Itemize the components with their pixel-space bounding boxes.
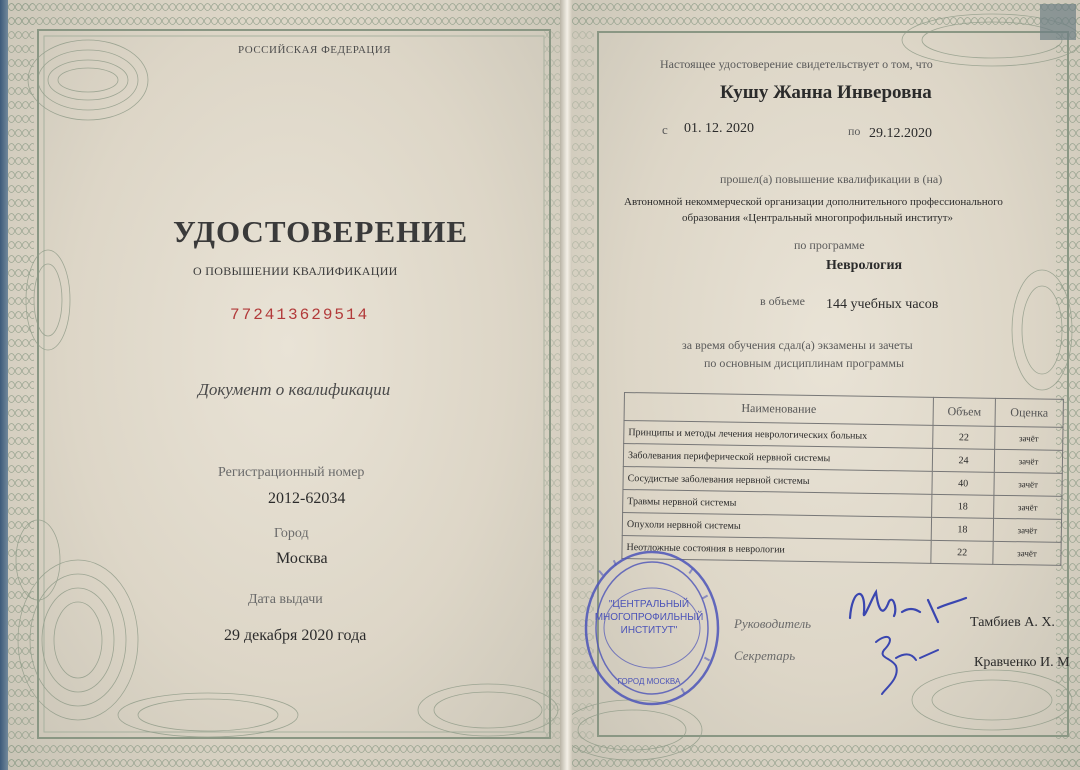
discipline-hours: 22 (933, 425, 995, 449)
stamp-line-2: МНОГОПРОФИЛЬНЫЙ (594, 612, 704, 623)
city-value: Москва (276, 550, 328, 567)
discipline-name: Заболевания периферической нервной системы (623, 444, 932, 472)
document-subtitle: О ПОВЫШЕНИИ КВАЛИФИКАЦИИ (193, 264, 398, 278)
program-value: Неврология (826, 258, 903, 273)
stamp-line-3: ИНСТИТУТ" (620, 625, 678, 636)
volume-label: в объеме (760, 294, 805, 308)
secretary-label: Секретарь (734, 648, 796, 663)
organization-line-1: Автономной некоммерческой организации дополнительного профессионального (624, 196, 1003, 208)
column-header-name: Наименование (624, 393, 934, 426)
discipline-name: Травмы нервной системы (623, 489, 932, 517)
document-kind: Документ о квалификации (198, 380, 391, 399)
discipline-name: Неотложные состояния в неврологии (622, 535, 931, 563)
disciplines-table (621, 392, 1064, 566)
discipline-mark: зачёт (993, 541, 1061, 565)
discipline-mark: зачёт (994, 449, 1062, 473)
discipline-mark: зачёт (994, 472, 1062, 496)
serial-number: 772413629514 (230, 306, 370, 324)
discipline-hours: 24 (932, 448, 994, 472)
left-page (8, 0, 568, 770)
stamp-text (590, 598, 708, 688)
discipline-mark: зачёт (995, 426, 1063, 450)
secretary-signature-icon (866, 628, 946, 698)
volume-value: 144 учебных часов (826, 297, 939, 312)
issue-date-value: 29 декабря 2020 года (224, 627, 367, 644)
stamp-ring-text: ГОРОД МОСКВА (617, 677, 681, 686)
date-from-label: с (662, 122, 668, 137)
discipline-name: Опухоли нервной системы (622, 512, 931, 540)
holder-name: Кушу Жанна Инверовна (720, 82, 932, 103)
date-to-value: 29.12.2020 (869, 126, 932, 141)
organization-line-2: образования «Центральный многопрофильный институт» (682, 212, 954, 224)
stamp-line-1: "ЦЕНТРАЛЬНЫЙ (608, 599, 690, 610)
passed-text: прошел(а) повышение квалификации в (на) (720, 172, 943, 186)
date-from-value: 01. 12. 2020 (684, 121, 754, 136)
intro-text: Настоящее удостоверение свидетельствует о том, что (660, 57, 933, 71)
head-label: Руководитель (734, 616, 812, 631)
document-title: УДОСТОВЕРЕНИЕ (173, 214, 469, 249)
stamp-seal (580, 548, 720, 708)
program-label: по программе (794, 238, 865, 252)
exam-text-line-1: за время обучения сдал(а) экзамены и зачеты (682, 338, 913, 352)
discipline-name: Сосудистые заболевания нервной системы (623, 466, 932, 494)
discipline-hours: 40 (932, 471, 994, 495)
city-label: Город (274, 526, 309, 541)
reg-number-value: 2012-62034 (268, 490, 346, 507)
discipline-hours: 22 (931, 540, 993, 564)
right-page (572, 0, 1080, 770)
issue-date-label: Дата выдачи (248, 592, 323, 607)
discipline-hours: 18 (931, 517, 993, 541)
secretary-name: Кравченко И. М (974, 655, 1070, 670)
country-label: РОССИЙСКАЯ ФЕДЕРАЦИЯ (238, 44, 392, 56)
discipline-hours: 18 (932, 494, 994, 518)
date-to-label: по (848, 124, 861, 138)
discipline-name: Принципы и методы лечения неврологических больных (624, 421, 933, 449)
column-header-mark: Оценка (995, 398, 1063, 427)
discipline-mark: зачёт (993, 518, 1061, 542)
head-name: Тамбиев А. Х. (970, 615, 1055, 630)
exam-text-line-2: по основным дисциплинам программы (704, 356, 905, 370)
column-header-hours: Объем (933, 397, 995, 426)
discipline-mark: зачёт (994, 495, 1062, 519)
reg-number-label: Регистрационный номер (218, 465, 365, 480)
